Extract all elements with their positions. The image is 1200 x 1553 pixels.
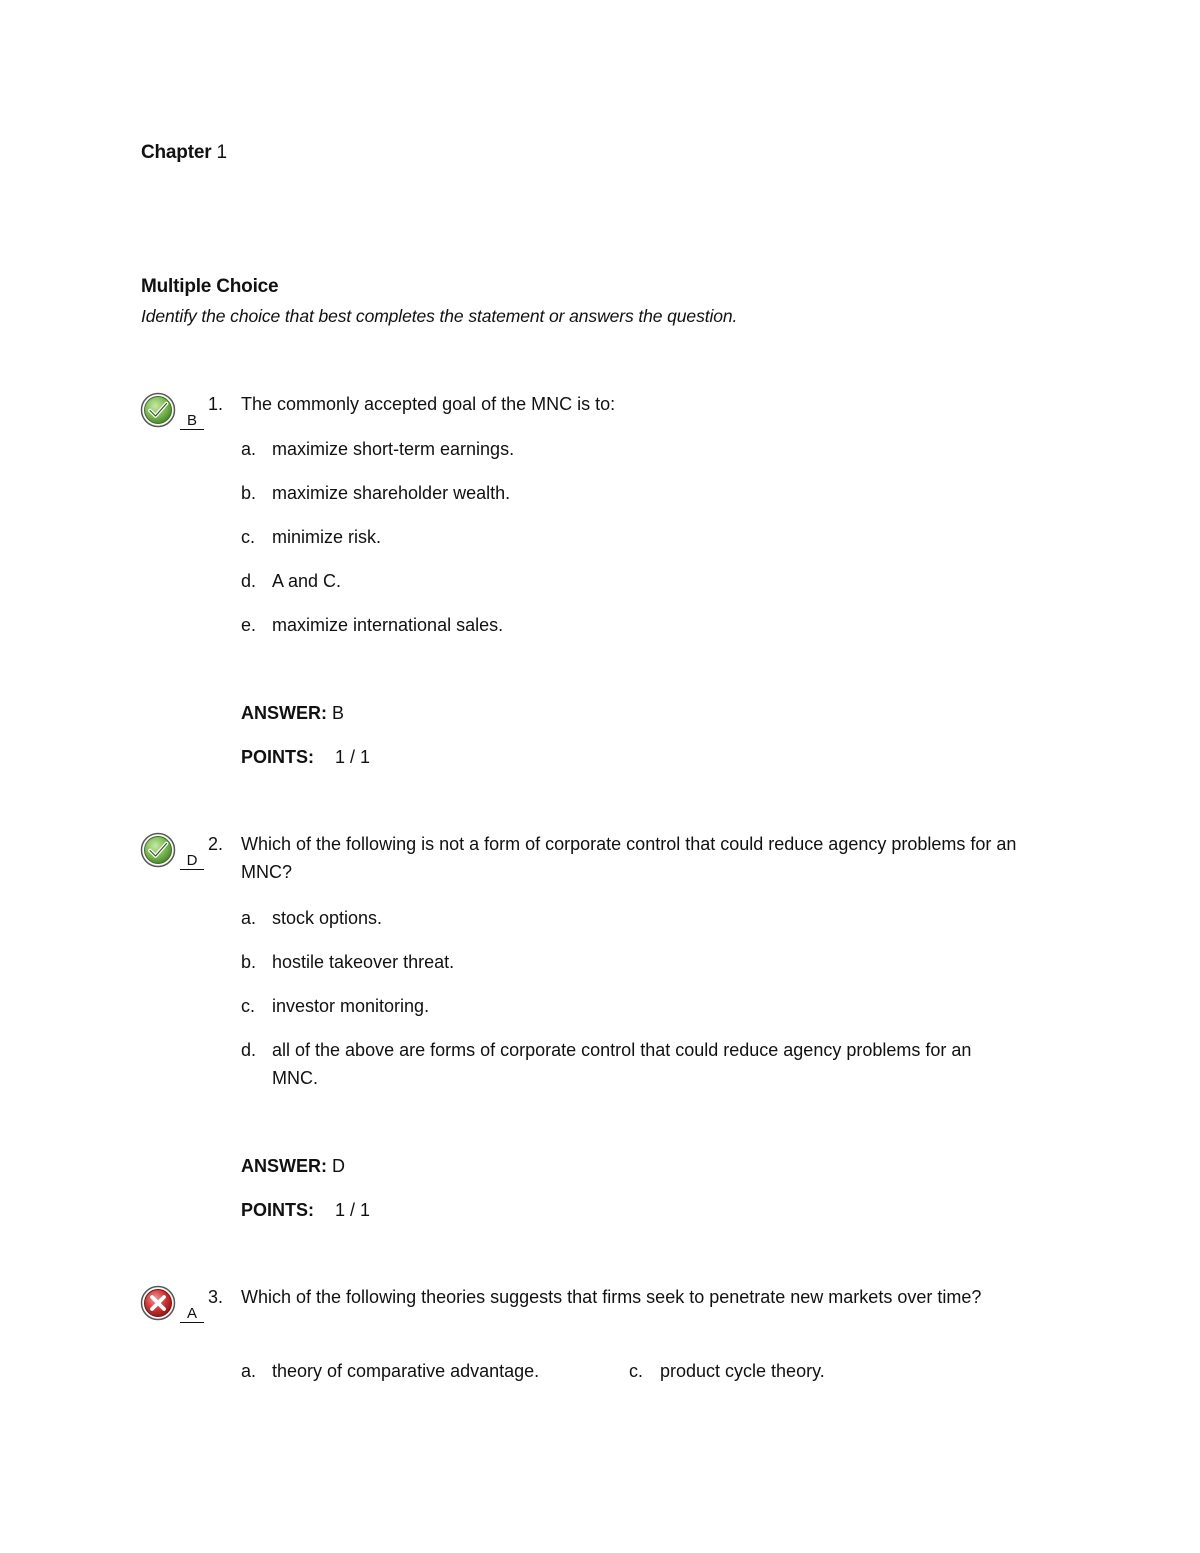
answer-value: D bbox=[332, 1156, 346, 1176]
option-text: all of the above are forms of corporate control that could reduce agency problems for an MNC. bbox=[272, 1040, 972, 1088]
option-letter: a. bbox=[241, 1361, 257, 1381]
option-letter: c. bbox=[241, 996, 256, 1016]
section-instructions: Identify the choice that best completes the statement or answers the question. bbox=[141, 306, 738, 326]
option-text: maximize shareholder wealth. bbox=[272, 483, 511, 503]
selected-answer: A bbox=[180, 1305, 204, 1323]
option-text: minimize risk. bbox=[272, 527, 382, 547]
question-number: 3. bbox=[208, 1287, 224, 1307]
section-heading: Multiple Choice bbox=[141, 276, 279, 297]
answer-line bbox=[241, 699, 344, 727]
x-circle-icon bbox=[140, 1285, 176, 1321]
question-stem: Which of the following theories suggests that firms seek to penetrate new markets over time? bbox=[241, 1287, 982, 1307]
question-number: 2. bbox=[208, 834, 224, 854]
check-circle-icon bbox=[140, 832, 176, 868]
chapter-number: 1 bbox=[216, 142, 227, 163]
option-letter: e. bbox=[241, 615, 257, 635]
answer-line bbox=[241, 1152, 345, 1180]
question-stem: The commonly accepted goal of the MNC is to: bbox=[241, 394, 616, 414]
question-number: 1. bbox=[208, 394, 224, 414]
option-text: investor monitoring. bbox=[272, 996, 430, 1016]
check-circle-icon bbox=[140, 392, 176, 428]
points-label: POINTS: bbox=[241, 1200, 315, 1220]
points-label: POINTS: bbox=[241, 747, 315, 767]
option-letter: a. bbox=[241, 908, 257, 928]
selected-answer: D bbox=[180, 852, 204, 870]
option-letter: a. bbox=[241, 439, 257, 459]
selected-answer: B bbox=[180, 412, 204, 430]
chapter-title bbox=[141, 142, 227, 164]
answer-label: ANSWER: bbox=[241, 703, 327, 723]
option-letter: b. bbox=[241, 952, 257, 972]
option-text: maximize international sales. bbox=[272, 615, 504, 635]
option-text: stock options. bbox=[272, 908, 383, 928]
option-letter: b. bbox=[241, 483, 257, 503]
option-text: A and C. bbox=[272, 571, 342, 591]
option-text: theory of comparative advantage. bbox=[272, 1361, 540, 1381]
points-line bbox=[241, 1196, 370, 1224]
option-text: product cycle theory. bbox=[660, 1361, 825, 1381]
option-letter: c. bbox=[629, 1361, 644, 1381]
answer-value: B bbox=[332, 703, 345, 723]
chapter-label: Chapter bbox=[141, 142, 212, 163]
option-text: hostile takeover threat. bbox=[272, 952, 455, 972]
option-letter: c. bbox=[241, 527, 256, 547]
points-value: 1 / 1 bbox=[335, 1200, 371, 1220]
points-value: 1 / 1 bbox=[335, 747, 371, 767]
points-line bbox=[241, 743, 370, 771]
question-stem: Which of the following is not a form of corporate control that could reduce agency problems for an MNC? bbox=[241, 834, 1017, 882]
answer-label: ANSWER: bbox=[241, 1156, 327, 1176]
option-letter: d. bbox=[241, 1040, 257, 1060]
option-text: maximize short-term earnings. bbox=[272, 439, 515, 459]
option-letter: d. bbox=[241, 571, 257, 591]
